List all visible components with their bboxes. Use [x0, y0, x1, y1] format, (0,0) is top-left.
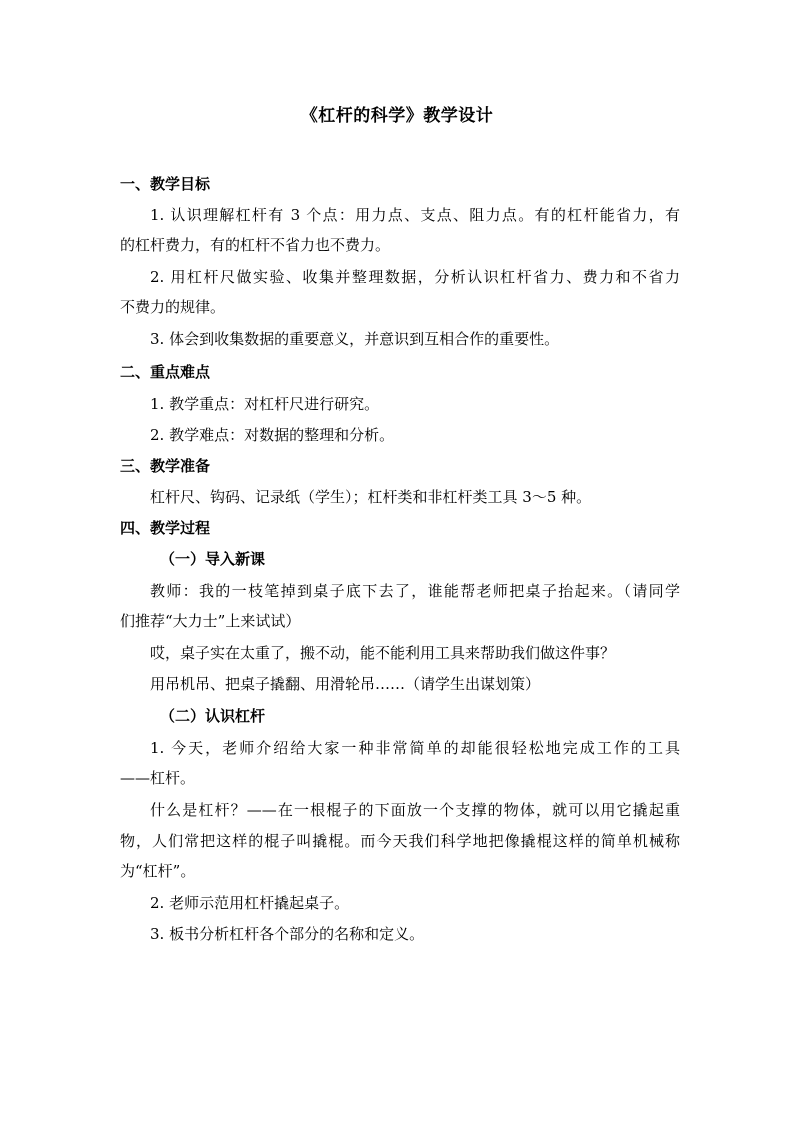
document-title: 《杠杆的科学》教学设计 — [300, 106, 494, 126]
section-heading-key-points: 二、重点难点 — [120, 363, 211, 381]
lever-paragraph-1-line-1: 1. 今天，老师介绍给大家一种非常简单的却能很轻松地完成工作的工具 — [150, 739, 680, 757]
intro-paragraph-1-line-2: 们推荐“大力士”上来试试） — [120, 612, 301, 630]
preparation-text: 杠杆尺、钩码、记录纸（学生）；杠杆类和非杠杆类工具 3～5 种。 — [150, 488, 592, 506]
lever-paragraph-2-line-3: 为“杠杆”。 — [120, 862, 196, 880]
section-heading-goals: 一、教学目标 — [120, 175, 211, 193]
key-point-item-2: 2. 教学难点：对数据的整理和分析。 — [150, 426, 395, 444]
key-point-item-1: 1. 教学重点：对杠杆尺进行研究。 — [150, 395, 380, 413]
section-heading-preparation: 三、教学准备 — [120, 457, 211, 475]
lever-item-3: 3. 板书分析杠杆各个部分的名称和定义。 — [150, 925, 425, 943]
section-heading-process: 四、教学过程 — [120, 519, 211, 537]
goal-item-3: 3. 体会到收集数据的重要意义，并意识到互相合作的重要性。 — [150, 330, 560, 348]
lever-item-2: 2. 老师示范用杠杆撬起桌子。 — [150, 894, 350, 912]
goal-item-1-line-2: 的杠杆费力，有的杠杆不省力也不费力。 — [120, 236, 391, 254]
goal-item-2-line-2: 不费力的规律。 — [120, 298, 226, 316]
lever-paragraph-1-line-2: ——杠杆。 — [120, 769, 196, 787]
intro-paragraph-2: 哎，桌子实在太重了，搬不动，能不能利用工具来帮助我们做这件事？ — [150, 644, 616, 662]
lever-paragraph-2-line-1: 什么是杠杆？——在一根棍子的下面放一个支撑的物体，就可以用它撬起重 — [150, 801, 680, 819]
intro-paragraph-3: 用吊机吊、把桌子撬翻、用滑轮吊……（请学生出谋划策） — [150, 675, 541, 693]
intro-paragraph-1-line-1: 教师：我的一枝笔掉到桌子底下去了，谁能帮老师把桌子抬起来。（请同学 — [150, 582, 680, 600]
goal-item-1-line-1: 1. 认识理解杠杆有 3 个点：用力点、支点、阻力点。有的杠杆能省力，有 — [150, 206, 680, 224]
subsection-heading-intro: （一）导入新课 — [160, 550, 266, 568]
lever-paragraph-2-line-2: 物，人们常把这样的棍子叫撬棍。而今天我们科学地把像撬棍这样的简单机械称 — [120, 832, 680, 850]
goal-item-2-line-1: 2. 用杠杆尺做实验、收集并整理数据，分析认识杠杆省力、费力和不省力 — [150, 268, 680, 286]
subsection-heading-lever: （二）认识杠杆 — [160, 707, 266, 725]
